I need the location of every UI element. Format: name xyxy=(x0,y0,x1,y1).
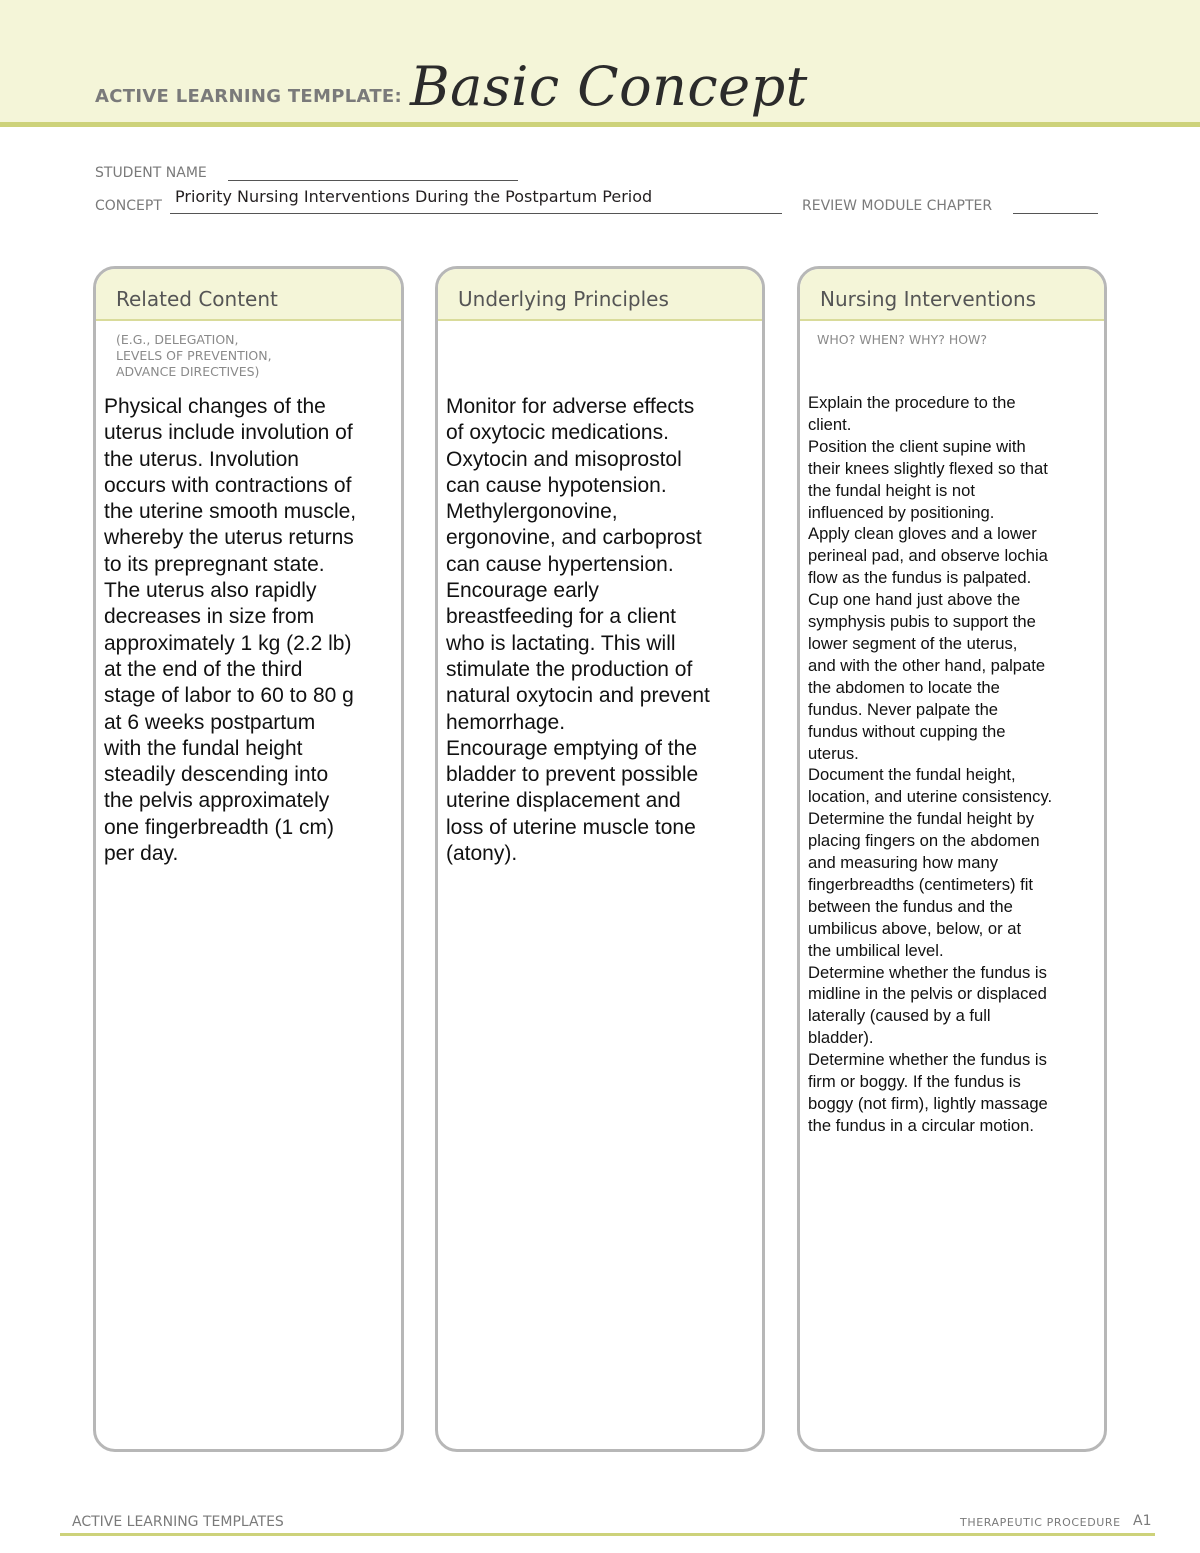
concept-label: CONCEPT xyxy=(95,198,162,214)
underlying-principles-panel xyxy=(435,266,765,1452)
footer-page-code: A1 xyxy=(1133,1513,1152,1529)
nursing-interventions-title: Nursing Interventions xyxy=(800,269,1104,321)
template-title: Basic Concept xyxy=(410,55,808,118)
related-content-subtitle: (E.G., DELEGATION, LEVELS OF PREVENTION, ADVANCE DIRECTIVES) xyxy=(116,332,272,379)
template-label: ACTIVE LEARNING TEMPLATE: xyxy=(95,86,402,107)
footer-right-label: THERAPEUTIC PROCEDURE xyxy=(960,1516,1121,1529)
student-name-label: STUDENT NAME xyxy=(95,165,207,181)
nursing-interventions-subtitle: WHO? WHEN? WHY? HOW? xyxy=(817,332,988,347)
nursing-interventions-panel xyxy=(797,266,1107,1452)
related-content-body: Physical changes of the uterus include involution of the uterus. Involution occurs with contractions of the uterine smooth muscle, whereby the uterus returns to its prepregnant state. The uterus also rapidly decreases in size from approximately 1 kg (2.2 lb) at the end of the third stage of labor to 60 to 80 g at 6 weeks postpartum with the fundal height steadily descending into the pelvis approximately one fingerbreadth (1 cm) per day. xyxy=(104,395,357,866)
footer-left-label: ACTIVE LEARNING TEMPLATES xyxy=(72,1514,284,1530)
header-divider xyxy=(0,122,1200,127)
review-module-chapter-field[interactable] xyxy=(1013,213,1098,214)
nursing-interventions-body: Explain the procedure to the client. Position the client supine with their knees slightly flexed so that the fundal height is not influenced by positioning. Apply clean gloves and a lower perineal pad, and observe lochia flow as the fundus is palpated. Cup one hand just above the symphysis pubis to support the lower segment of the uterus, and with the other hand, palpate the abdomen to locate the fundus. Never palpate the fundus without cupping the uterus. Document the fundal height, location, and uterine consistency. Determine the fundal height by placing fingers on the abdomen and measuring how many fingerbreadths (centimeters) fit between the fundus and the umbilicus above, below, or at the umbilical level. Determine whether the fundus is midline in the pelvis or displaced laterally (caused by a full bladder). Determine whether the fundus is firm or boggy. If the fundus is boggy (not firm), lightly massage the fundus in a circular motion. xyxy=(808,393,1053,1135)
related-content-title: Related Content xyxy=(96,269,401,321)
review-module-chapter-label: REVIEW MODULE CHAPTER xyxy=(802,198,993,214)
concept-field[interactable] xyxy=(170,213,782,214)
concept-value: Priority Nursing Interventions During the Postpartum Period xyxy=(175,187,653,206)
student-name-field[interactable] xyxy=(228,180,518,181)
underlying-principles-title: Underlying Principles xyxy=(438,269,762,321)
underlying-principles-body: Monitor for adverse effects of oxytocic medications. Oxytocin and misoprostol can cause hypotension. Methylergonovine, ergonovine, and carboprost can cause hypertension. Encourage early breastfeeding for a client who is lactating. This will stimulate the production of natural oxytocin and prevent hemorrhage. Encourage emptying of the bladder to prevent possible uterine displacement and loss of uterine muscle tone (atony). xyxy=(446,395,710,866)
related-content-panel xyxy=(93,266,404,1452)
footer-divider xyxy=(60,1533,1155,1536)
